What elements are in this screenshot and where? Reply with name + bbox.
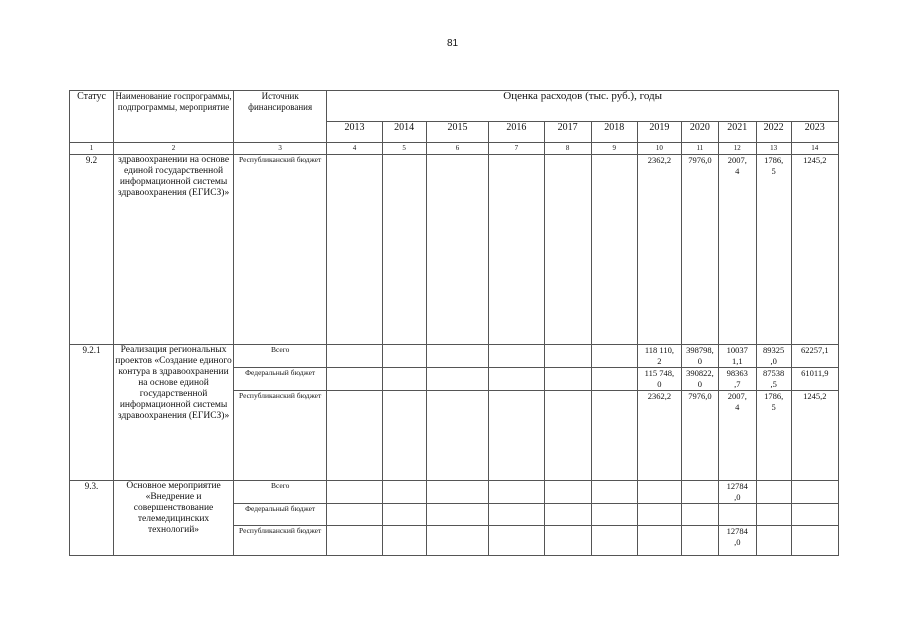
value-cell: 89325 ,0 [756, 345, 791, 368]
column-number: 14 [791, 143, 838, 155]
row-source: Всего [234, 481, 327, 504]
row-name: здравоохранении на основе единой государственной информационной системы здравоохранения (ЕГИСЗ)» [114, 155, 234, 345]
year-header: 2013 [327, 122, 382, 143]
value-cell [382, 155, 426, 345]
value-cell [637, 526, 681, 556]
value-cell [426, 504, 489, 526]
value-cell [489, 345, 544, 368]
value-cell [681, 504, 718, 526]
value-cell [591, 368, 637, 391]
value-cell [591, 504, 637, 526]
value-cell: 118 110, 2 [637, 345, 681, 368]
row-status: 9.2 [70, 155, 114, 345]
value-cell [426, 155, 489, 345]
row-name: Реализация региональных проектов «Создание единого контура в здравоохранении на основе единой государственной информационной системы здравоохранения (ЕГИСЗ)» [114, 345, 234, 481]
value-cell [426, 391, 489, 481]
value-cell [382, 526, 426, 556]
value-cell [791, 526, 838, 556]
row-source: Республиканский бюджет [234, 391, 327, 481]
value-cell: 2007, 4 [718, 391, 756, 481]
value-cell: 1245,2 [791, 391, 838, 481]
column-number: 13 [756, 143, 791, 155]
header-status: Статус [70, 91, 114, 143]
value-cell [544, 504, 591, 526]
year-header: 2016 [489, 122, 544, 143]
column-number: 2 [114, 143, 234, 155]
year-header: 2020 [681, 122, 718, 143]
table-row [70, 155, 839, 345]
value-cell [791, 481, 838, 504]
value-cell [756, 526, 791, 556]
value-cell [382, 391, 426, 481]
value-cell [591, 526, 637, 556]
value-cell [327, 526, 382, 556]
row-name: Основное мероприятие «Внедрение и совершенствование телемедицинских технологий» [114, 481, 234, 556]
value-cell [327, 504, 382, 526]
column-number: 12 [718, 143, 756, 155]
value-cell [382, 481, 426, 504]
value-cell: 10037 1,1 [718, 345, 756, 368]
year-header: 2019 [637, 122, 681, 143]
table-row [70, 345, 839, 368]
value-cell [327, 391, 382, 481]
value-cell: 7976,0 [681, 391, 718, 481]
value-cell [489, 526, 544, 556]
value-cell [591, 345, 637, 368]
value-cell: 87538 ,5 [756, 368, 791, 391]
value-cell [591, 481, 637, 504]
header-source: Источник финансирования [234, 91, 327, 143]
value-cell: 62257,1 [791, 345, 838, 368]
value-cell [327, 345, 382, 368]
header-estimate: Оценка расходов (тыс. руб.), годы [327, 91, 839, 122]
value-cell [489, 481, 544, 504]
column-number: 10 [637, 143, 681, 155]
value-cell [544, 155, 591, 345]
value-cell: 12784 ,0 [718, 526, 756, 556]
column-number-row [70, 143, 839, 155]
value-cell [426, 368, 489, 391]
value-cell [426, 481, 489, 504]
column-number: 8 [544, 143, 591, 155]
value-cell: 1245,2 [791, 155, 838, 345]
row-status: 9.3. [70, 481, 114, 556]
table-body [70, 155, 839, 556]
value-cell: 1786, 5 [756, 391, 791, 481]
value-cell [591, 391, 637, 481]
value-cell [426, 526, 489, 556]
year-header: 2017 [544, 122, 591, 143]
year-header: 2014 [382, 122, 426, 143]
column-number: 7 [489, 143, 544, 155]
value-cell: 115 748, 0 [637, 368, 681, 391]
year-header: 2015 [426, 122, 489, 143]
value-cell [791, 504, 838, 526]
value-cell: 2362,2 [637, 155, 681, 345]
value-cell [637, 504, 681, 526]
value-cell [489, 368, 544, 391]
value-cell [681, 526, 718, 556]
year-header: 2023 [791, 122, 838, 143]
value-cell [756, 504, 791, 526]
page-number: 81 [446, 38, 459, 49]
value-cell [544, 391, 591, 481]
value-cell [327, 368, 382, 391]
value-cell [637, 481, 681, 504]
column-number: 1 [70, 143, 114, 155]
value-cell: 2007, 4 [718, 155, 756, 345]
value-cell: 1786, 5 [756, 155, 791, 345]
value-cell [489, 155, 544, 345]
column-number: 9 [591, 143, 637, 155]
row-source: Федеральный бюджет [234, 368, 327, 391]
row-source: Республиканский бюджет [234, 155, 327, 345]
value-cell [756, 481, 791, 504]
value-cell: 98363 ,7 [718, 368, 756, 391]
value-cell: 2362,2 [637, 391, 681, 481]
table-row [70, 481, 839, 504]
value-cell [327, 155, 382, 345]
column-number: 5 [382, 143, 426, 155]
row-source: Республиканский бюджет [234, 526, 327, 556]
column-number: 11 [681, 143, 718, 155]
column-number: 3 [234, 143, 327, 155]
value-cell [382, 345, 426, 368]
row-source: Федеральный бюджет [234, 504, 327, 526]
value-cell [382, 504, 426, 526]
row-source: Всего [234, 345, 327, 368]
year-header: 2018 [591, 122, 637, 143]
budget-table [69, 90, 839, 556]
value-cell [489, 391, 544, 481]
value-cell [544, 526, 591, 556]
value-cell [382, 368, 426, 391]
value-cell: 398798, 0 [681, 345, 718, 368]
value-cell [544, 481, 591, 504]
value-cell: 7976,0 [681, 155, 718, 345]
value-cell: 12784 ,0 [718, 481, 756, 504]
column-number: 4 [327, 143, 382, 155]
column-number: 6 [426, 143, 489, 155]
value-cell: 61011,9 [791, 368, 838, 391]
value-cell [544, 345, 591, 368]
value-cell: 390822, 0 [681, 368, 718, 391]
value-cell [489, 504, 544, 526]
year-header: 2022 [756, 122, 791, 143]
row-status: 9.2.1 [70, 345, 114, 481]
value-cell [426, 345, 489, 368]
value-cell [591, 155, 637, 345]
value-cell [544, 368, 591, 391]
header-name: Наименование госпрограммы, подпрограммы, мероприятие [114, 91, 234, 143]
value-cell [681, 481, 718, 504]
value-cell [327, 481, 382, 504]
year-header: 2021 [718, 122, 756, 143]
value-cell [718, 504, 756, 526]
